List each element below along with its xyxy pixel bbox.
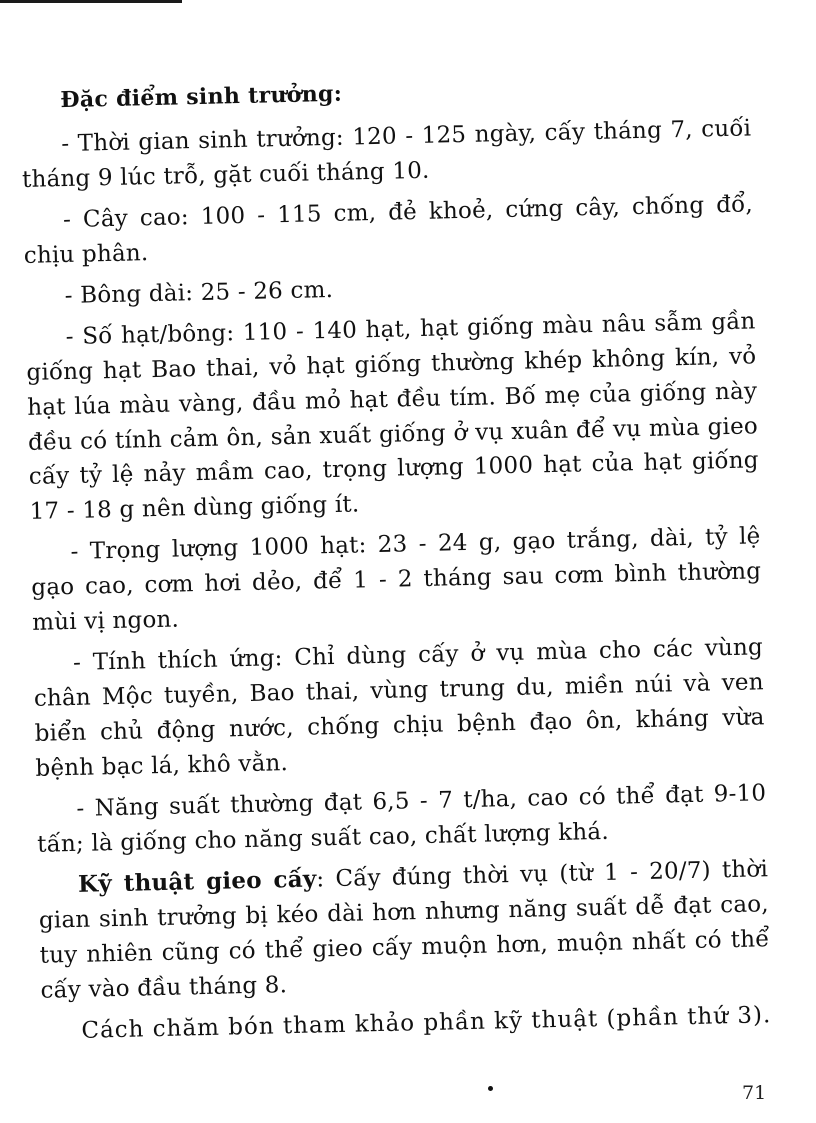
- paragraph-plant-height: - Cây cao: 100 - 115 cm, đẻ khoẻ, cứng cây, chống đổ, chịu phân.: [23, 191, 754, 269]
- paragraph-grains-per-panicle: - Số hạt/bông: 110 - 140 hạt, hạt giống màu nâu sẫm gần giống hạt Bao thai, vỏ hạt giống thường khép không kín, vỏ hạt lúa màu vàng, đầu mỏ hạt đều tím. Bố mẹ của giống này đều có tính cảm ôn, sản xuất giống ở vụ xuân để vụ mùa gieo cấy tỷ lệ nảy mầm cao, trọng lượng 1000 hạt của hạt giống 17 - 18 g nên dùng giống ít.: [26, 308, 759, 526]
- paragraph-closing: Cách chăm bón tham khảo phần kỹ thuật (phần thứ 3).: [81, 1001, 772, 1044]
- technique-text: : Cấy đúng thời vụ (từ 1 - 20/7) thời gian sinh trưởng bị kéo dài hơn nhưng năng suất dễ đạt cao, tuy nhiên cũng có thể gieo cấy muộn hơn, muộn nhất có thể cấy vào đầu tháng 8.: [38, 856, 770, 1004]
- technique-label: Kỹ thuật gieo cấy: [77, 865, 317, 898]
- page-content: [20, 69, 772, 1049]
- top-rule: [0, 0, 182, 3]
- paragraph-panicle-length: - Bông dài: 25 - 26 cm.: [64, 276, 334, 309]
- page-number: 71: [742, 1082, 767, 1104]
- paragraph-yield: - Năng suất thường đạt 6,5 - 7 t/ha, cao có thể đạt 9-10 tấn; là giống cho năng suất cao, chất lượng khá.: [36, 780, 767, 858]
- paragraph-growth-time: - Thời gian sinh trưởng: 120 - 125 ngày, cấy tháng 7, cuối tháng 9 lúc trỗ, gặt cuối tháng 10.: [21, 115, 752, 193]
- paragraph-grain-weight: - Trọng lượng 1000 hạt: 23 - 24 g, gạo trắng, dài, tỷ lệ gạo cao, cơm hơi dẻo, để 1 - 2 tháng sau cơm bình thường mùi vị ngon.: [31, 523, 762, 637]
- paragraph-technique: [38, 852, 771, 1008]
- section-heading: Đặc điểm sinh trưởng:: [60, 80, 343, 114]
- paragraph-adaptability: - Tính thích ứng: Chỉ dùng cấy ở vụ mùa cho các vùng chân Mộc tuyền, Bao thai, vùng trung du, miền núi và ven biển chủ động nước, chống chịu bệnh đạo ôn, kháng vừa bệnh bạc lá, khô vằn.: [33, 634, 765, 782]
- ink-dot: [488, 1086, 493, 1091]
